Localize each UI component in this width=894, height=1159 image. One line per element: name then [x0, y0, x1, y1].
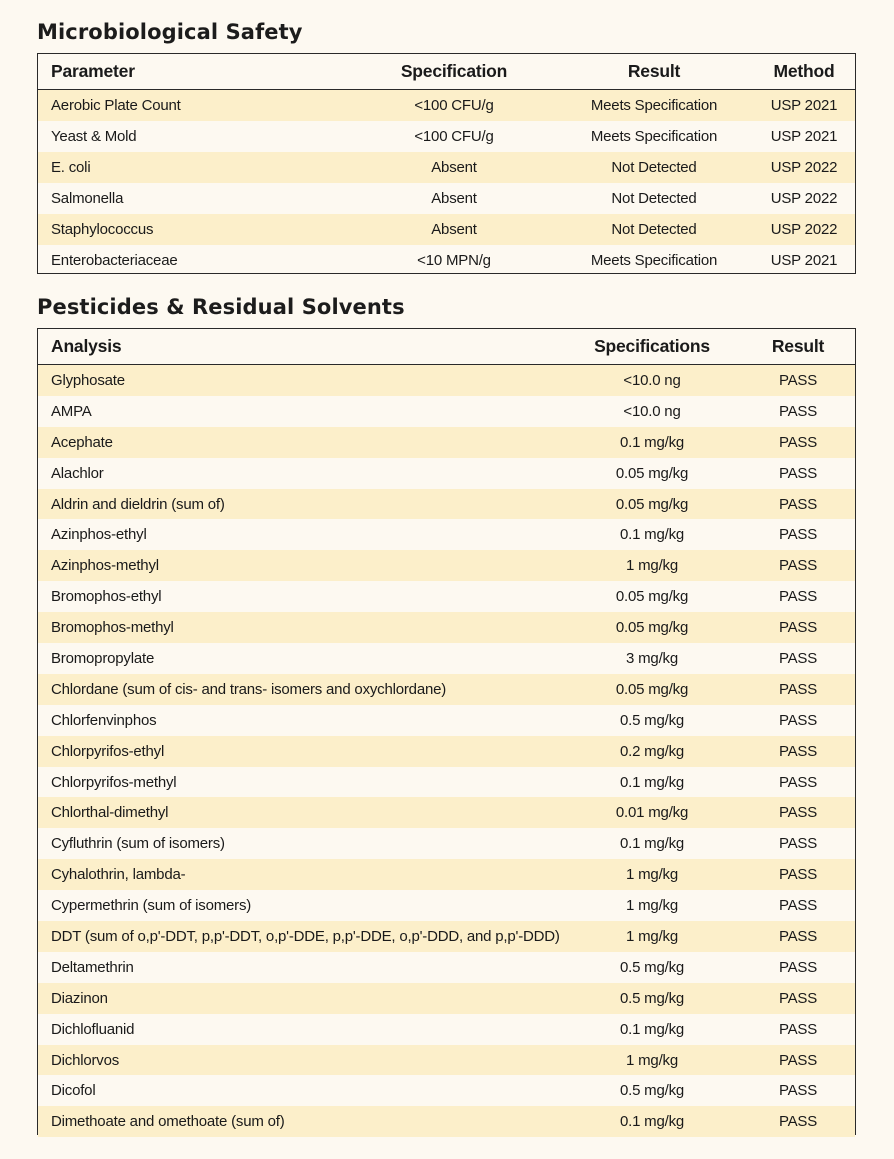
analysis-cell: Dichlofluanid [51, 1020, 135, 1038]
parameter-cell: E. coli [51, 159, 91, 176]
method-cell: USP 2021 [770, 252, 838, 269]
analysis-cell: Alachlor [51, 464, 104, 482]
specifications-cell: 3 mg/kg [626, 649, 678, 667]
column-header-result: Result [627, 61, 681, 81]
table-row [38, 643, 855, 674]
result-cell: PASS [778, 1113, 818, 1131]
analysis-cell: Deltamethrin [51, 958, 134, 976]
pesticides-table [37, 328, 856, 1135]
result-cell: Meets Specification [590, 128, 718, 145]
parameter-cell: Salmonella [51, 190, 124, 207]
specifications-cell: 0.1 mg/kg [619, 526, 685, 544]
result-cell: PASS [778, 680, 818, 698]
specification-cell: <10 MPN/g [417, 252, 491, 269]
specification-cell: Absent [431, 159, 477, 176]
specification-cell: Absent [431, 221, 477, 238]
table-row [38, 245, 855, 276]
method-cell: USP 2021 [770, 97, 838, 114]
table-row [38, 921, 855, 952]
result-cell: PASS [778, 773, 818, 791]
specifications-cell: 0.2 mg/kg [619, 742, 685, 760]
result-cell: Not Detected [611, 221, 697, 238]
specifications-cell: 1 mg/kg [626, 897, 678, 915]
result-cell: PASS [778, 649, 818, 667]
result-cell: PASS [778, 495, 818, 513]
specifications-cell: 1 mg/kg [626, 866, 678, 884]
column-header-result: Result [771, 336, 825, 356]
parameter-cell: Enterobacteriaceae [51, 252, 178, 269]
specifications-cell: 0.05 mg/kg [615, 464, 689, 482]
specifications-cell: 0.01 mg/kg [615, 804, 689, 822]
result-cell: PASS [778, 927, 818, 945]
result-cell: PASS [778, 433, 818, 451]
table-row [38, 828, 855, 859]
column-header-specification: Specification [400, 61, 508, 81]
microbiological-safety-table [37, 53, 856, 274]
table-row [38, 952, 855, 983]
analysis-cell: Glyphosate [51, 371, 125, 389]
table-header-row [38, 329, 855, 365]
analysis-cell: Chlordane (sum of cis- and trans- isomers and oxychlordane) [51, 680, 447, 698]
analysis-cell: Chlorthal-dimethyl [51, 804, 169, 822]
specifications-cell: 0.5 mg/kg [619, 989, 685, 1007]
analysis-cell: Dimethoate and omethoate (sum of) [51, 1113, 285, 1131]
specifications-cell: 0.1 mg/kg [619, 773, 685, 791]
table-row [38, 427, 855, 458]
table-row [38, 1014, 855, 1045]
analysis-cell: Chlorpyrifos-ethyl [51, 742, 165, 760]
table-row [38, 396, 855, 427]
table-row [38, 1075, 855, 1106]
analysis-cell: AMPA [51, 402, 92, 420]
specification-cell: Absent [431, 190, 477, 207]
specifications-cell: 0.05 mg/kg [615, 680, 689, 698]
specifications-cell: 1 mg/kg [626, 557, 678, 575]
analysis-cell: Cyfluthrin (sum of isomers) [51, 835, 225, 853]
result-cell: PASS [778, 804, 818, 822]
analysis-cell: Bromophos-ethyl [51, 588, 162, 606]
specifications-cell: 0.1 mg/kg [619, 1113, 685, 1131]
specifications-cell: 0.5 mg/kg [619, 711, 685, 729]
table-row [38, 705, 855, 736]
specifications-cell: 0.5 mg/kg [619, 1082, 685, 1100]
result-cell: PASS [778, 989, 818, 1007]
analysis-cell: Acephate [51, 433, 113, 451]
analysis-cell: Bromophos-methyl [51, 619, 174, 637]
analysis-cell: Azinphos-methyl [51, 557, 159, 575]
method-cell: USP 2022 [770, 221, 838, 238]
specifications-cell: 0.05 mg/kg [615, 495, 689, 513]
result-cell: PASS [778, 557, 818, 575]
table-row [38, 736, 855, 767]
result-cell: PASS [778, 958, 818, 976]
table-row [38, 489, 855, 520]
table-row [38, 581, 855, 612]
analysis-cell: Dichlorvos [51, 1051, 120, 1069]
specifications-cell: <10.0 ng [623, 371, 681, 389]
column-header-analysis: Analysis [51, 336, 122, 356]
specification-cell: <100 CFU/g [414, 97, 494, 114]
specification-cell: <100 CFU/g [414, 128, 494, 145]
analysis-cell: Chlorpyrifos-methyl [51, 773, 177, 791]
specifications-cell: 1 mg/kg [626, 1051, 678, 1069]
result-cell: PASS [778, 1082, 818, 1100]
result-cell: Not Detected [611, 190, 697, 207]
column-header-parameter: Parameter [51, 61, 135, 81]
table-row [38, 674, 855, 705]
result-cell: Meets Specification [590, 252, 718, 269]
method-cell: USP 2022 [770, 159, 838, 176]
analysis-cell: Azinphos-ethyl [51, 526, 147, 544]
method-cell: USP 2021 [770, 128, 838, 145]
table-row [38, 214, 855, 245]
result-cell: Not Detected [611, 159, 697, 176]
analysis-cell: Cypermethrin (sum of isomers) [51, 897, 252, 915]
result-cell: PASS [778, 711, 818, 729]
specifications-cell: 0.05 mg/kg [615, 588, 689, 606]
column-header-specifications: Specifications [594, 336, 710, 356]
result-cell: PASS [778, 371, 818, 389]
analysis-cell: Cyhalothrin, lambda- [51, 866, 186, 884]
specifications-cell: 0.05 mg/kg [615, 619, 689, 637]
result-cell: PASS [778, 526, 818, 544]
table-row [38, 797, 855, 828]
result-cell: PASS [778, 742, 818, 760]
table-row [38, 859, 855, 890]
specifications-cell: 1 mg/kg [626, 927, 678, 945]
analysis-cell: Dicofol [51, 1082, 96, 1100]
table-row [38, 365, 855, 396]
result-cell: PASS [778, 835, 818, 853]
table-row [38, 983, 855, 1014]
analysis-cell: DDT (sum of o,p'-DDT, p,p'-DDT, o,p'-DDE, p,p'-DDE, o,p'-DDD, and p,p'-DDD) [51, 927, 560, 945]
analysis-cell: Chlorfenvinphos [51, 711, 157, 729]
method-cell: USP 2022 [770, 190, 838, 207]
table-row [38, 458, 855, 489]
table-row [38, 152, 855, 183]
parameter-cell: Staphylococcus [51, 221, 154, 238]
table-row [38, 519, 855, 550]
table-row [38, 1045, 855, 1076]
analysis-cell: Diazinon [51, 989, 108, 1007]
analysis-cell: Bromopropylate [51, 649, 155, 667]
pesticides-title: Pesticides & Residual Solvents [37, 295, 405, 319]
result-cell: Meets Specification [590, 97, 718, 114]
specifications-cell: 0.1 mg/kg [619, 1020, 685, 1038]
parameter-cell: Yeast & Mold [51, 128, 137, 145]
table-row [38, 550, 855, 581]
analysis-cell: Aldrin and dieldrin (sum of) [51, 495, 225, 513]
specifications-cell: 0.1 mg/kg [619, 835, 685, 853]
table-row [38, 890, 855, 921]
table-row [38, 612, 855, 643]
result-cell: PASS [778, 464, 818, 482]
parameter-cell: Aerobic Plate Count [51, 97, 181, 114]
result-cell: PASS [778, 619, 818, 637]
table-header-row [38, 54, 855, 90]
column-header-method: Method [773, 61, 835, 81]
result-cell: PASS [778, 1051, 818, 1069]
table-row [38, 183, 855, 214]
result-cell: PASS [778, 866, 818, 884]
specifications-cell: 0.1 mg/kg [619, 433, 685, 451]
specifications-cell: <10.0 ng [623, 402, 681, 420]
result-cell: PASS [778, 897, 818, 915]
table-row [38, 767, 855, 798]
table-row [38, 121, 855, 152]
table-row [38, 90, 855, 121]
specifications-cell: 0.5 mg/kg [619, 958, 685, 976]
microbiological-safety-title: Microbiological Safety [37, 20, 303, 44]
result-cell: PASS [778, 588, 818, 606]
result-cell: PASS [778, 1020, 818, 1038]
table-row [38, 1106, 855, 1137]
result-cell: PASS [778, 402, 818, 420]
